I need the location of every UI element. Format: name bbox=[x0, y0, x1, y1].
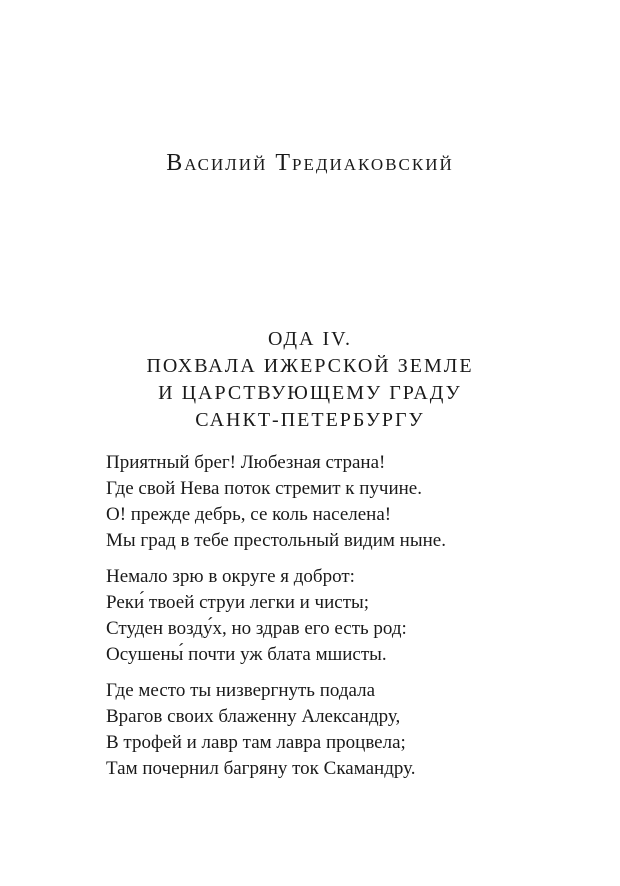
ode-title-line: САНКТ-ПЕТЕРБУРГУ bbox=[195, 409, 425, 431]
verse-line: Мы град в тебе престольный видим ныне. bbox=[106, 530, 446, 551]
stanza-2 bbox=[106, 564, 586, 668]
verse-line: Там почернил багряну ток Скамандру. bbox=[106, 758, 416, 779]
verse-line: В трофей и лавр там лавра процвела; bbox=[106, 732, 406, 753]
ode-title bbox=[0, 326, 620, 434]
verse-line: Студен возду́х, но здрав его есть род: bbox=[106, 618, 407, 639]
ode-title-line: ПОХВАЛА ИЖЕРСКОЙ ЗЕМЛЕ bbox=[146, 355, 474, 377]
ode-title-line: ОДА IV. bbox=[267, 328, 353, 350]
verse-line: Реки́ твоей струи легки и чисты; bbox=[106, 592, 370, 613]
stanza-3 bbox=[106, 678, 586, 782]
stanza-1 bbox=[106, 450, 586, 554]
verse-line: Немало зрю в округе я доброт: bbox=[106, 566, 355, 587]
verse-line: Осушены́ почти уж блата мшисты. bbox=[106, 644, 387, 665]
verse-line: О! прежде дебрь, се коль населена! bbox=[106, 504, 392, 525]
author-name: Василий Тредиаковский bbox=[166, 150, 454, 176]
verse-line: Где свой Нева поток стремит к пучине. bbox=[106, 478, 422, 499]
poem-body bbox=[106, 450, 586, 792]
verse-line: Приятный брег! Любезная страна! bbox=[106, 452, 386, 473]
verse-line: Врагов своих блаженну Александру, bbox=[106, 706, 401, 727]
verse-line: Где место ты низвергнуть подала bbox=[106, 680, 376, 701]
ode-title-line: И ЦАРСТВУЮЩЕМУ ГРАДУ bbox=[158, 382, 462, 404]
